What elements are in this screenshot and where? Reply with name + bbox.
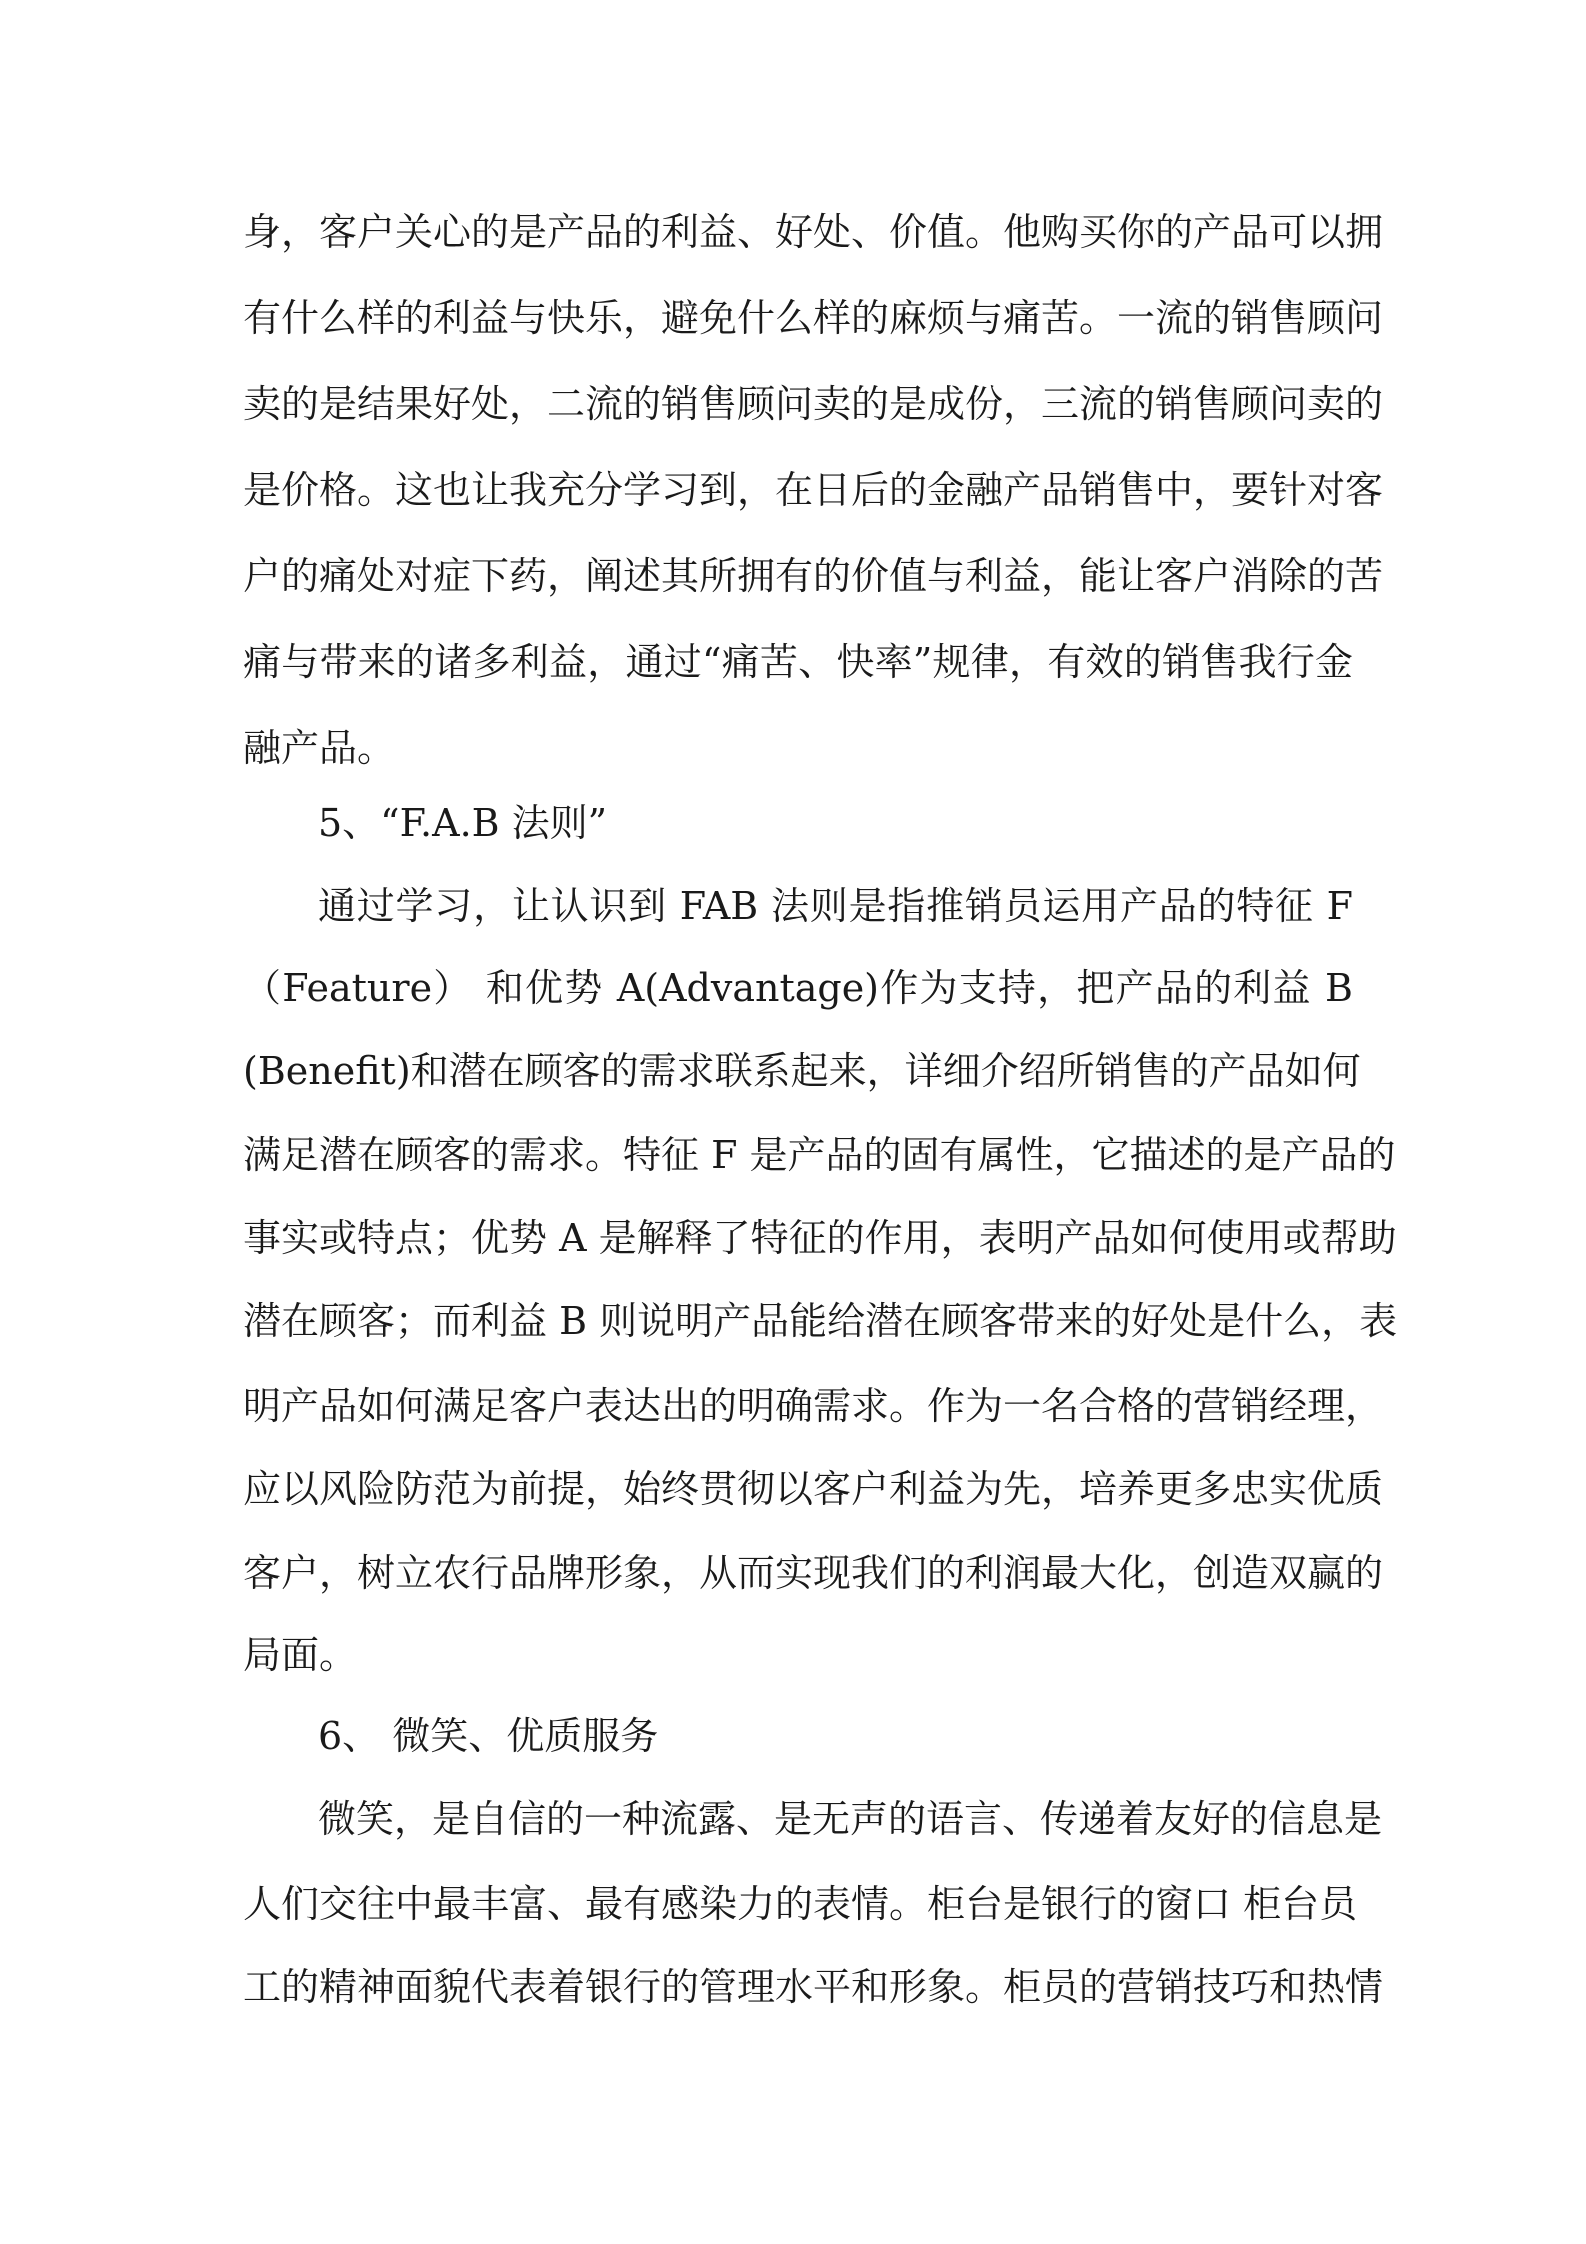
body-line: 应以风险防范为前提，始终贯彻以客户利益为先，培养更多忠实优质 xyxy=(243,1467,1384,1511)
paragraph-first-line: 微笑，是自信的一种流露、是无声的语言、传递着友好的信息是 xyxy=(318,1797,1383,1841)
body-line: （Feature） 和优势 A(Advantage)作为支持，把产品的利益 B xyxy=(243,966,1353,1010)
section-heading-smile-service: 6、 微笑、优质服务 xyxy=(318,1714,659,1758)
body-line: (Benefit)和潜在顾客的需求联系起来，详细介绍所销售的产品如何 xyxy=(243,1049,1361,1093)
body-line: 潜在顾客；而利益 B 则说明产品能给潜在顾客带来的好处是什么，表 xyxy=(243,1299,1398,1343)
body-line: 满足潜在顾客的需求。特征 F 是产品的固有属性，它描述的是产品的 xyxy=(243,1133,1396,1177)
body-line: 客户，树立农行品牌形象，从而实现我们的利润最大化，创造双赢的 xyxy=(243,1551,1384,1595)
paragraph-first-line: 通过学习，让认识到 FAB 法则是指推销员运用产品的特征 F xyxy=(318,884,1353,928)
body-line: 人们交往中最丰富、最有感染力的表情。柜台是银行的窗口 柜台员 xyxy=(243,1882,1358,1926)
body-line: 工的精神面貌代表着银行的管理水平和形象。柜员的营销技巧和热情 xyxy=(243,1965,1384,2009)
body-line: 痛与带来的诸多利益，通过“痛苦、快率”规律，有效的销售我行金 xyxy=(243,640,1353,684)
body-line: 卖的是结果好处，二流的销售顾问卖的是成份，三流的销售顾问卖的 xyxy=(243,382,1384,426)
body-line: 身，客户关心的是产品的利益、好处、价值。他购买你的产品可以拥 xyxy=(243,210,1384,254)
body-line-last: 局面。 xyxy=(243,1633,358,1677)
body-line: 有什么样的利益与快乐，避免什么样的麻烦与痛苦。一流的销售顾问 xyxy=(243,296,1384,340)
body-line: 户的痛处对症下药，阐述其所拥有的价值与利益，能让客户消除的苦 xyxy=(243,554,1384,598)
body-line: 是价格。这也让我充分学习到，在日后的金融产品销售中，要针对客 xyxy=(243,468,1384,512)
body-line: 明产品如何满足客户表达出的明确需求。作为一名合格的营销经理， xyxy=(243,1384,1384,1428)
section-heading-fab: 5、“F.A.B 法则” xyxy=(318,801,608,845)
body-line-last: 融产品。 xyxy=(243,726,396,770)
body-line: 事实或特点；优势 A 是解释了特征的作用，表明产品如何使用或帮助 xyxy=(243,1216,1397,1260)
